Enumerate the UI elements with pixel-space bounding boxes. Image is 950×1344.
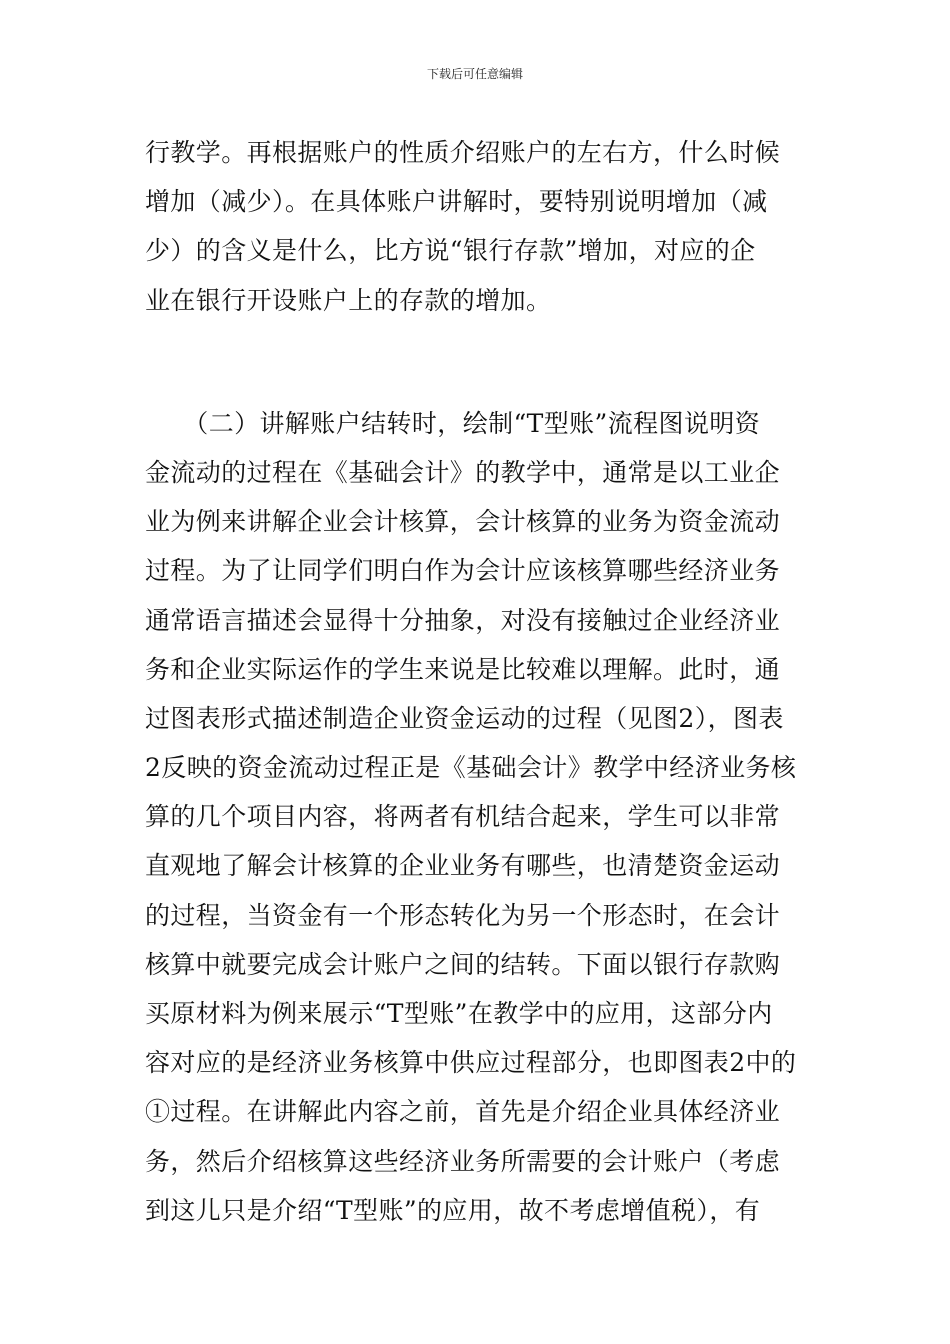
text-line: 的过程，当资金有一个形态转化为另一个形态时，在会计	[145, 900, 781, 930]
text-line: 过图表形式描述制造企业资金运动的过程（见图2），图表	[145, 703, 784, 733]
text-line: 业在银行开设账户上的存款的增加。	[145, 285, 552, 315]
text-line: 金流动的过程在《基础会计》的教学中，通常是以工业企	[145, 457, 781, 487]
text-line: 过程。为了让同学们明白作为会计应该核算哪些经济业务	[145, 556, 781, 586]
text-line: ①过程。在讲解此内容之前，首先是介绍企业具体经济业	[145, 1097, 781, 1127]
text-line: 到这儿只是介绍“T型账”的应用，故不考虑增值税），有	[145, 1195, 761, 1225]
text-line: 少）的含义是什么，比方说“银行存款”增加，对应的企	[145, 236, 756, 266]
text-line: 业为例来讲解企业会计核算，会计核算的业务为资金流动	[145, 507, 781, 537]
text-line: 直观地了解会计核算的企业业务有哪些，也清楚资金运动	[145, 851, 781, 881]
text-line: 核算中就要完成会计账户之间的结转。下面以银行存款购	[145, 949, 781, 979]
text-line: 务和企业实际运作的学生来说是比较难以理解。此时，通	[145, 654, 781, 684]
text-line: 买原材料为例来展示“T型账”在教学中的应用，这部分内	[145, 999, 773, 1028]
text-line: 2反映的资金流动过程正是《基础会计》教学中经济业务核	[145, 753, 797, 783]
text-line: 行教学。再根据账户的性质介绍账户的左右方，什么时候	[145, 138, 781, 167]
paragraph-1	[145, 128, 815, 325]
paragraph-spacer	[145, 325, 815, 399]
text-line: 算的几个项目内容，将两者有机结合起来，学生可以非常	[145, 802, 781, 832]
text-line: 容对应的是经济业务核算中供应过程部分，也即图表2中的	[145, 1048, 797, 1078]
text-line: 增加（减少）。在具体账户讲解时，要特别说明增加（减	[145, 187, 768, 217]
text-line: 通常语言描述会显得十分抽象，对没有接触过企业经济业	[145, 605, 781, 635]
text-line: （二）讲解账户结转时，绘制“T型账”流程图说明资	[145, 408, 761, 438]
text-line: 务，然后介绍核算这些经济业务所需要的会计账户（考虑	[145, 1146, 781, 1176]
paragraph-2	[145, 399, 815, 1235]
page-header: 下载后可任意编辑	[426, 67, 523, 81]
document-body	[145, 128, 815, 1235]
